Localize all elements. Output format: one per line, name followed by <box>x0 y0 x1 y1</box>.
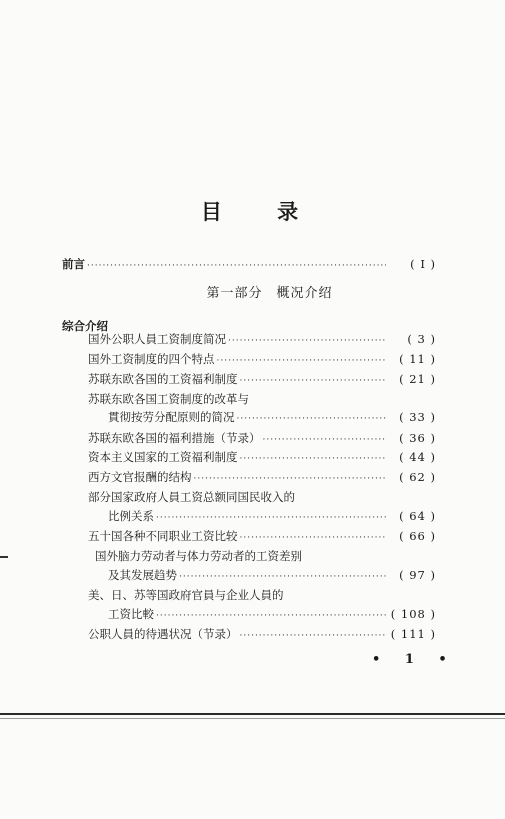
toc-page: ( I ) <box>410 257 436 271</box>
toc-label: 部分国家政府人員工资总额同国民收入的 <box>88 490 295 504</box>
leader-dots <box>156 609 386 623</box>
toc-label: 美、日、苏等国政府官員与企业人員的 <box>88 588 284 602</box>
toc-page: ( 21 ) <box>399 372 436 386</box>
leader-dots <box>194 472 387 486</box>
toc-entry <box>88 431 436 447</box>
bottom-rule-thin <box>0 718 505 719</box>
toc-entry <box>88 470 436 486</box>
part-heading: 第一部分 概况介绍 <box>206 286 333 301</box>
toc-label: 国外工资制度的四个特点 <box>88 352 215 366</box>
toc-label: 苏联东欧各国工资制度的改革与 <box>88 392 249 406</box>
toc-page: ( 3 ) <box>407 332 436 346</box>
leader-dots <box>87 259 386 273</box>
toc-entry <box>108 568 436 584</box>
toc-label: 国外脑力劳动者与体力劳动者的工资差别 <box>95 549 302 563</box>
toc-entry <box>88 352 436 368</box>
leader-dots <box>156 511 386 525</box>
toc-label-continued: 工资比較 <box>108 607 154 621</box>
toc-label-continued: 比例关系 <box>108 509 154 523</box>
leader-dots <box>179 570 386 584</box>
toc-entry <box>88 372 436 388</box>
leader-dots <box>240 452 387 466</box>
toc-page: ( 44 ) <box>399 450 436 464</box>
toc-label: 苏联东欧各国的福利措施（节录） <box>88 431 261 445</box>
toc-label: 国外公职人員工资制度简况 <box>88 332 226 346</box>
toc-label: 资本主义国家的工资福利制度 <box>88 450 238 464</box>
toc-entry <box>88 450 436 466</box>
toc-page: ( 62 ) <box>399 470 436 484</box>
toc-entry <box>88 627 436 643</box>
toc-label: 苏联东欧各国的工资福利制度 <box>88 372 238 386</box>
toc-page: ( 111 ) <box>390 627 436 641</box>
leader-dots <box>240 629 387 643</box>
toc-page: ( 66 ) <box>399 529 436 543</box>
toc-entry <box>88 332 436 348</box>
toc-entry <box>108 509 436 525</box>
toc-label: 西方文官报酬的结构 <box>88 470 192 484</box>
margin-mark <box>0 556 8 558</box>
bottom-rule <box>0 713 505 715</box>
toc-page: ( 36 ) <box>399 431 436 445</box>
section-heading: 综合介绍 <box>62 319 108 333</box>
leader-dots <box>240 531 387 545</box>
leader-dots <box>217 354 387 368</box>
toc-entry <box>108 607 436 623</box>
page-number: • 1 • <box>372 652 457 667</box>
leader-dots <box>240 374 387 388</box>
toc-entry <box>108 410 436 426</box>
toc-label-continued: 及其发展趋势 <box>108 568 177 582</box>
toc-label: 前言 <box>62 257 85 271</box>
toc-label: 公职人員的待遇状况（节录） <box>88 627 238 641</box>
toc-page: ( 64 ) <box>399 509 436 523</box>
leader-dots <box>228 334 386 348</box>
toc-entry <box>88 529 436 545</box>
toc-page: ( 33 ) <box>399 410 436 424</box>
leader-dots <box>237 412 387 426</box>
toc-label-continued: 貫彻按劳分配原则的简况 <box>108 410 235 424</box>
toc-page: ( 108 ) <box>390 607 436 621</box>
toc-entry-preface <box>62 257 436 273</box>
leader-dots <box>263 433 387 447</box>
page-title: 目 录 <box>200 200 323 224</box>
toc-page: ( 97 ) <box>399 568 436 582</box>
toc-label: 五十国各种不同职业工资比较 <box>88 529 238 543</box>
toc-page: ( 11 ) <box>399 352 436 366</box>
